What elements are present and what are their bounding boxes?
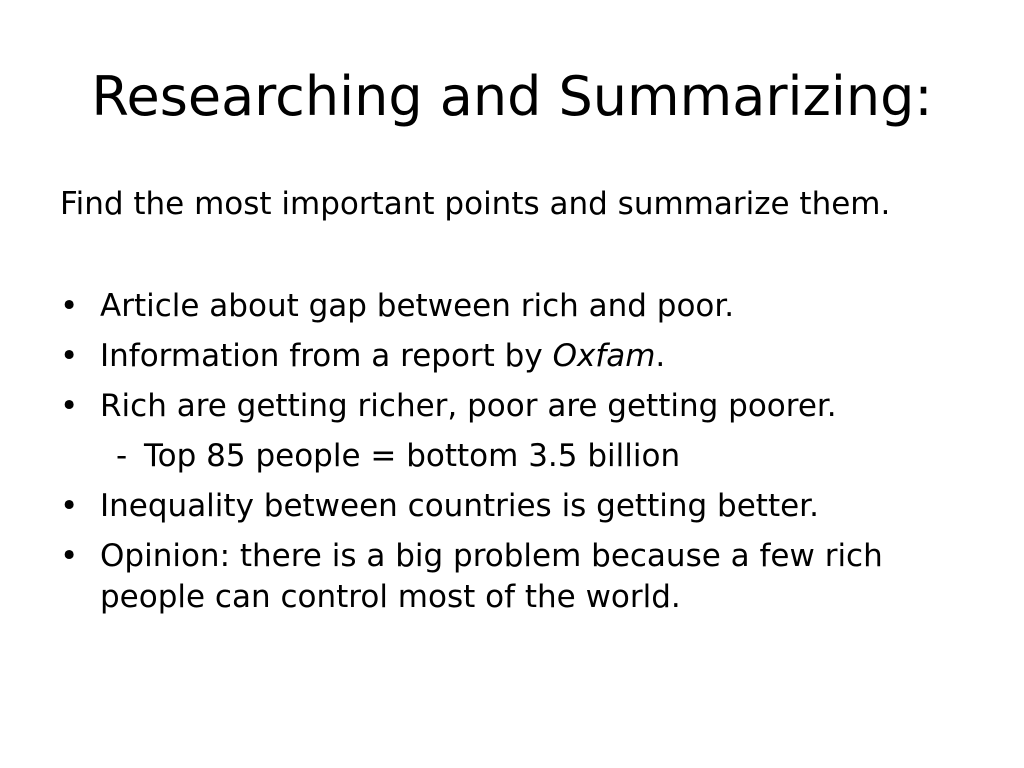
bullet-item [60, 336, 940, 377]
bullet-list [60, 286, 940, 618]
bullet-text-prefix: Information from a report by [100, 338, 553, 374]
bullet-marker: • [60, 538, 79, 574]
bullet-text: Article about gap between rich and poor. [100, 288, 735, 324]
bullet-item [60, 486, 940, 527]
bullet-item [60, 386, 940, 427]
bullet-marker: • [60, 488, 79, 524]
bullet-marker: • [60, 338, 79, 374]
slide-title: Researching and Summarizing: [91, 65, 933, 128]
intro-text: Find the most important points and summarize them. [60, 186, 891, 222]
bullet-text: Rich are getting richer, poor are getting poorer. [100, 388, 837, 424]
bullet-text-suffix: . [655, 338, 666, 374]
sub-bullet-text: Top 85 people = bottom 3.5 billion [144, 438, 681, 474]
bullet-text: Opinion: there is a big problem because a few rich people can control most of the world. [100, 538, 883, 615]
bullet-text: Inequality between countries is getting better. [100, 488, 819, 524]
sub-bullet-marker: - [116, 438, 128, 474]
sub-bullet-item [60, 436, 940, 477]
bullet-marker: • [60, 388, 79, 424]
spacer [60, 225, 940, 286]
bullet-emphasis: Oxfam [552, 338, 656, 374]
bullet-marker: • [60, 288, 79, 324]
slide-body [60, 184, 940, 627]
bullet-item [60, 536, 940, 618]
bullet-item [60, 286, 940, 327]
